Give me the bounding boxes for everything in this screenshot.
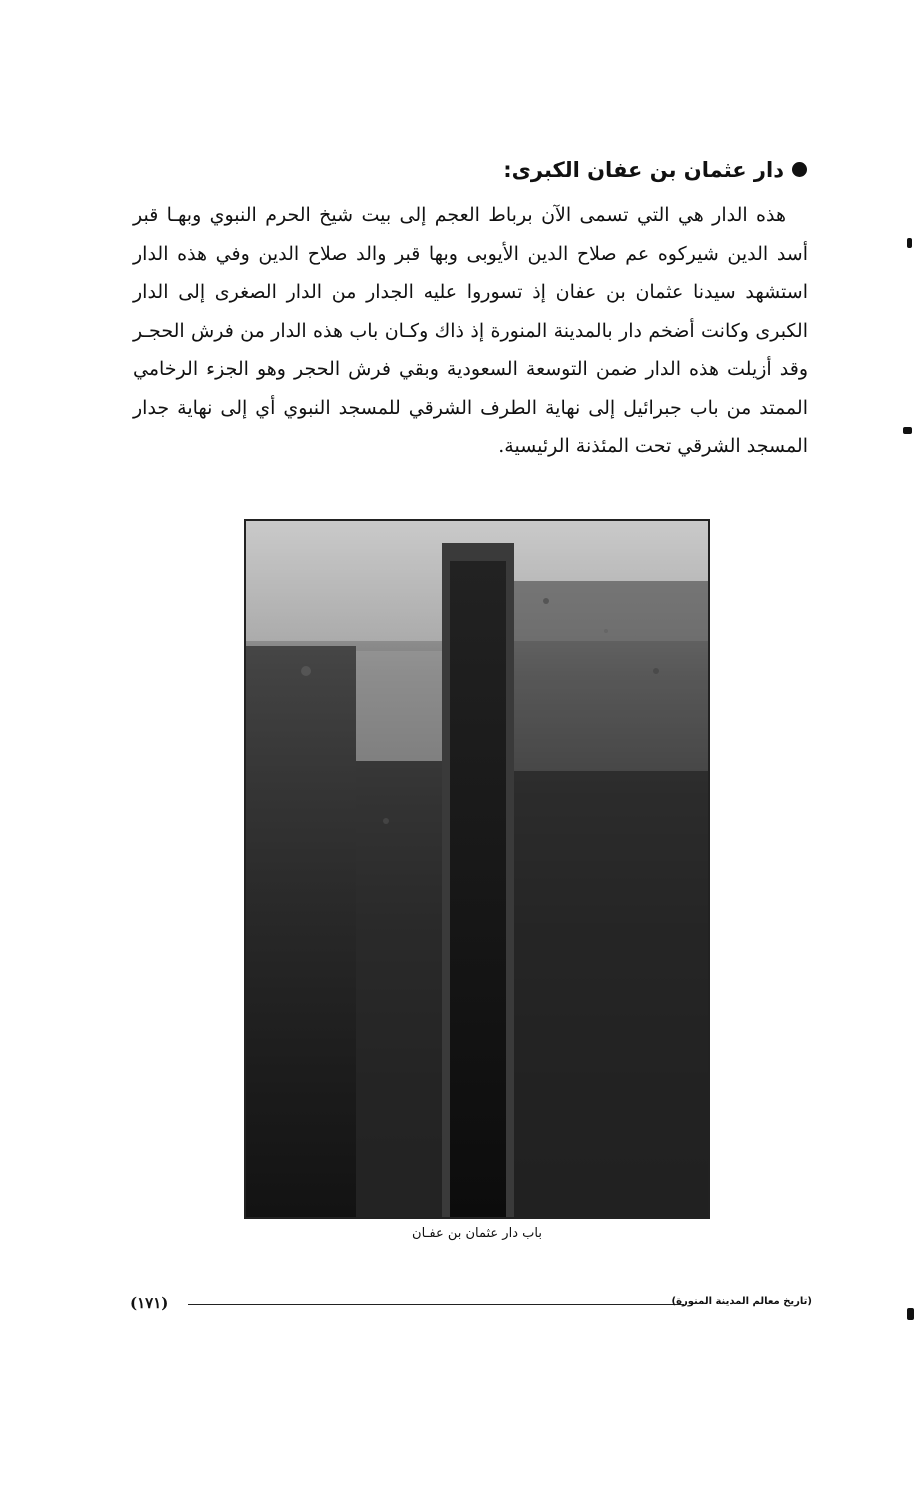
paragraph: هذه الدار هي التي تسمى الآن برباط العجم إلى بيت شيخ الحرم النبوي وبهـا قبر أسد الدين شيركوه عم صلاح الدين الأيوبى وبها قبر والد صلاح الدين وفي هذه الدار استشهد سيدنا عثمان بن عفان إذ تسوروا عليه الجدار من الدار الصغرى إلى الدار الكبرى وكانت أضخم دار بالمدينة المنورة إذ ذاك وكـان باب هذه الدار من فرش الحجـر وقد أزيلت هذه الدار ضمن التوسعة السعودية وبقي فرش الحجر وهو الجزء الرخامي الممتد من باب جبرائيل إلى نهاية الطرف الشرقي للمسجد النبوي أي إلى نهاية جدار المسجد الشرقي تحت المئذنة الرئيسية. (133, 204, 808, 457)
photo-door-of-uthman-house (244, 519, 710, 1219)
running-book-title: (تاريخ معالم المدينة المنورة) (671, 1296, 812, 1307)
page-footer (130, 1294, 812, 1314)
page-number: (١٧١) (130, 1294, 169, 1312)
bullet-icon (792, 162, 807, 177)
body-text (133, 196, 808, 466)
scan-edge-mark (907, 238, 912, 248)
scan-edge-mark (907, 1308, 914, 1320)
heading-text: دار عثمان بن عفان الكبرى: (503, 158, 784, 182)
section-heading (107, 152, 807, 188)
photo-illustration (246, 521, 710, 1219)
footer-divider (188, 1304, 684, 1305)
scan-edge-mark (903, 427, 912, 434)
figure-caption: باب دار عثمان بن عفـان (412, 1226, 542, 1241)
